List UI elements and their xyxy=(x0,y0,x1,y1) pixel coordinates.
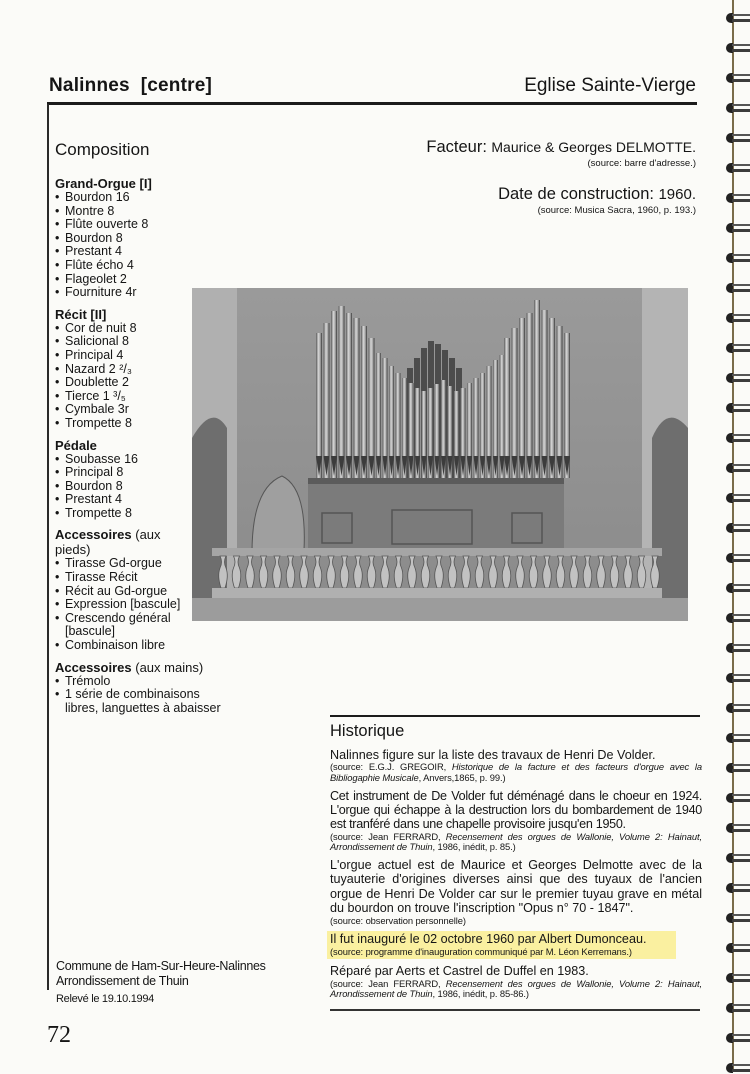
stop-item: • Fourniture 4r xyxy=(55,286,255,300)
stop-item: • Trompette 8 xyxy=(55,507,255,521)
stop-item: • Principal 4 xyxy=(55,349,255,363)
stop-item: • Prestant 4 xyxy=(55,493,255,507)
binding-ring xyxy=(726,462,750,474)
binding-ring xyxy=(726,822,750,834)
history-entry xyxy=(330,858,702,926)
division-title: Accessoires xyxy=(55,659,132,675)
binding-ring xyxy=(726,1032,750,1044)
binding-ring xyxy=(726,912,750,924)
history-entry-highlighted xyxy=(327,931,676,959)
binding-ring xyxy=(726,1002,750,1014)
church-title: Eglise Sainte-Vierge xyxy=(524,75,696,96)
division-grand-orgue xyxy=(55,176,255,300)
division-note: (aux mains) xyxy=(135,659,204,675)
entry-text: L'orgue actuel est de Maurice et Georges Delmotte avec de la tuyauterie d'origines diverses ainsi que des tuyaux de l'ancien orgue de Henri De Volder car sur le premier tuyau grave en métal du bourdon on trouve l'inscription "Opus n° 70 - 1847". xyxy=(330,858,702,916)
entry-source: (source: programme d'inauguration communiqué par M. Léon Kerremans.) xyxy=(330,945,632,957)
binding-ring xyxy=(726,492,750,504)
pipe xyxy=(324,323,330,478)
stop-item: • Trompette 8 xyxy=(55,417,255,431)
division-note: (aux pieds) xyxy=(55,527,161,558)
binding-ring xyxy=(726,402,750,414)
binding-ring xyxy=(726,192,750,204)
stop-item: • Tirasse Gd-orgue xyxy=(55,557,185,571)
binding-ring xyxy=(726,882,750,894)
pipe xyxy=(339,306,345,478)
stop-item: • Prestant 4 xyxy=(55,245,255,259)
history-entry xyxy=(330,789,702,853)
location-title: Nalinnes [centre] xyxy=(49,75,213,96)
stop-item: • Bourdon 8 xyxy=(55,480,255,494)
historique-title: Historique xyxy=(330,722,405,740)
binding-ring xyxy=(726,1062,750,1074)
stop-list xyxy=(55,191,255,300)
binding-ring xyxy=(726,612,750,624)
arrondissement: Arrondissement de Thuin xyxy=(56,973,189,988)
binding-ring xyxy=(726,132,750,144)
binding-ring xyxy=(726,672,750,684)
binding-ring xyxy=(726,522,750,534)
header-rule xyxy=(47,102,697,105)
entry-text: Cet instrument de De Volder fut déménagé dans le choeur en 1924. L'orgue qui échappe à la destruction lors du bombardement de 1940 est tranféré dans une chapelle provisoire jusqu'en 1950. xyxy=(330,788,702,832)
binding-ring xyxy=(726,42,750,54)
left-margin-rule xyxy=(47,104,49,990)
binding-ring xyxy=(726,852,750,864)
stop-item: • Cor de nuit 8 xyxy=(55,322,255,336)
stop-item: • Crescendo général [bascule] xyxy=(55,612,177,639)
stop-item: • Flageolet 2 xyxy=(55,273,255,287)
pipe xyxy=(331,311,337,478)
pipe xyxy=(527,313,533,478)
division-title: Récit [II] xyxy=(55,306,107,322)
stop-item: • Récit au Gd-orgue xyxy=(55,585,185,599)
pipe xyxy=(361,326,367,478)
pipe xyxy=(534,300,540,478)
division-title: Pédale xyxy=(55,437,97,453)
entry-text: Nalinnes figure sur la liste des travaux de Henri De Volder. xyxy=(330,748,656,762)
binding-ring xyxy=(726,702,750,714)
division-title: Accessoires xyxy=(55,527,132,543)
binding-ring xyxy=(726,732,750,744)
historique-top-rule xyxy=(330,715,700,717)
historique-section xyxy=(330,722,702,1005)
entry-source: (source: observation personnelle) xyxy=(330,914,466,926)
history-entry xyxy=(330,748,702,784)
stop-item: • Soubasse 16 xyxy=(55,453,255,467)
division-accessoires-mains xyxy=(55,660,255,716)
entry-source: (source: Jean FERRARD, Recensement des orgues de Wallonie, Volume 2: Hainaut, Arrondissement de Thuin, 1986, inédit, p. 85.) xyxy=(330,830,702,853)
facteur-label: Facteur: xyxy=(426,138,487,156)
binding-ring xyxy=(726,552,750,564)
entry-text: Il fut inauguré le 02 octobre 1960 par Albert Dumonceau. xyxy=(330,932,647,947)
stop-list xyxy=(55,557,185,652)
binding-ring xyxy=(726,102,750,114)
pipe xyxy=(549,318,555,478)
binding-ring xyxy=(726,222,750,234)
pipe xyxy=(542,310,548,478)
spiral-binding xyxy=(726,0,750,1071)
pipe xyxy=(512,328,518,478)
stop-item: • Flûte écho 4 xyxy=(55,259,255,273)
stop-item: • Flûte ouverte 8 xyxy=(55,218,255,232)
commune: Commune de Ham-Sur-Heure-Nalinnes xyxy=(56,959,266,973)
facteur-source: (source: barre d'adresse.) xyxy=(587,158,696,169)
builder-info xyxy=(426,138,696,216)
stop-item: • 1 série de combinaisons libres, languettes à abaisser xyxy=(55,688,235,715)
stop-item: • Salicional 8 xyxy=(55,335,255,349)
binding-ring xyxy=(726,762,750,774)
historique-bottom-rule xyxy=(330,1009,700,1011)
binding-ring xyxy=(726,282,750,294)
footer-info xyxy=(56,959,266,1007)
binding-ring xyxy=(726,312,750,324)
binding-ring xyxy=(726,582,750,594)
binding-ring xyxy=(726,342,750,354)
organ-photo xyxy=(192,288,688,621)
binding-ring xyxy=(726,162,750,174)
history-entry xyxy=(330,964,702,1000)
stop-item: • Doublette 2 xyxy=(55,376,255,390)
stop-item: • Nazard 2 ²/₃ xyxy=(55,363,255,377)
stop-item: • Tirasse Récit xyxy=(55,571,185,585)
pipe xyxy=(557,326,563,478)
pipe xyxy=(519,318,525,478)
binding-ring xyxy=(726,72,750,84)
page-number: 72 xyxy=(47,1022,71,1048)
date-source: (source: Musica Sacra, 1960, p. 193.) xyxy=(537,205,696,216)
stop-item: • Expression [bascule] xyxy=(55,598,185,612)
division-title: Grand-Orgue [I] xyxy=(55,176,152,191)
composition-title: Composition xyxy=(55,140,150,159)
binding-ring xyxy=(726,372,750,384)
binding-ring xyxy=(726,642,750,654)
stop-item: • Trémolo xyxy=(55,675,230,689)
binding-ring xyxy=(726,252,750,264)
binding-ring xyxy=(726,432,750,444)
date-value: 1960. xyxy=(658,186,696,203)
stop-item: • Bourdon 16 xyxy=(55,191,255,205)
stop-item: • Tierce 1 ³/₅ xyxy=(55,390,255,404)
stop-item: • Combinaison libre xyxy=(55,639,185,653)
binding-ring xyxy=(726,792,750,804)
entry-source: (source: Jean FERRARD, Recensement des orgues de Wallonie, Volume 2: Hainaut, Arrondissement de Thuin, 1986, inédit, p. 85-86.) xyxy=(330,977,702,1000)
binding-ring xyxy=(726,942,750,954)
stop-item: • Bourdon 8 xyxy=(55,232,255,246)
stop-item: • Cymbale 3r xyxy=(55,403,255,417)
facteur-value: Maurice & Georges DELMOTTE. xyxy=(491,139,696,155)
pipe xyxy=(354,318,360,478)
releve-date: Relevé le 19.10.1994 xyxy=(56,993,154,1005)
stop-list xyxy=(55,675,230,716)
date-label: Date de construction: xyxy=(498,185,654,203)
binding-ring xyxy=(726,12,750,24)
entry-text: Réparé par Aerts et Castrel de Duffel en 1983. xyxy=(330,964,589,979)
pipe xyxy=(346,313,352,478)
stop-item: • Montre 8 xyxy=(55,205,255,219)
binding-ring xyxy=(726,972,750,984)
stop-item: • Principal 8 xyxy=(55,466,255,480)
entry-source: (source: E.G.J. GREGOIR, Historique de la facture et des facteurs d'orgue avec la Bibliogaphie Musicale, Anvers,1865, p. 99.) xyxy=(330,761,703,783)
